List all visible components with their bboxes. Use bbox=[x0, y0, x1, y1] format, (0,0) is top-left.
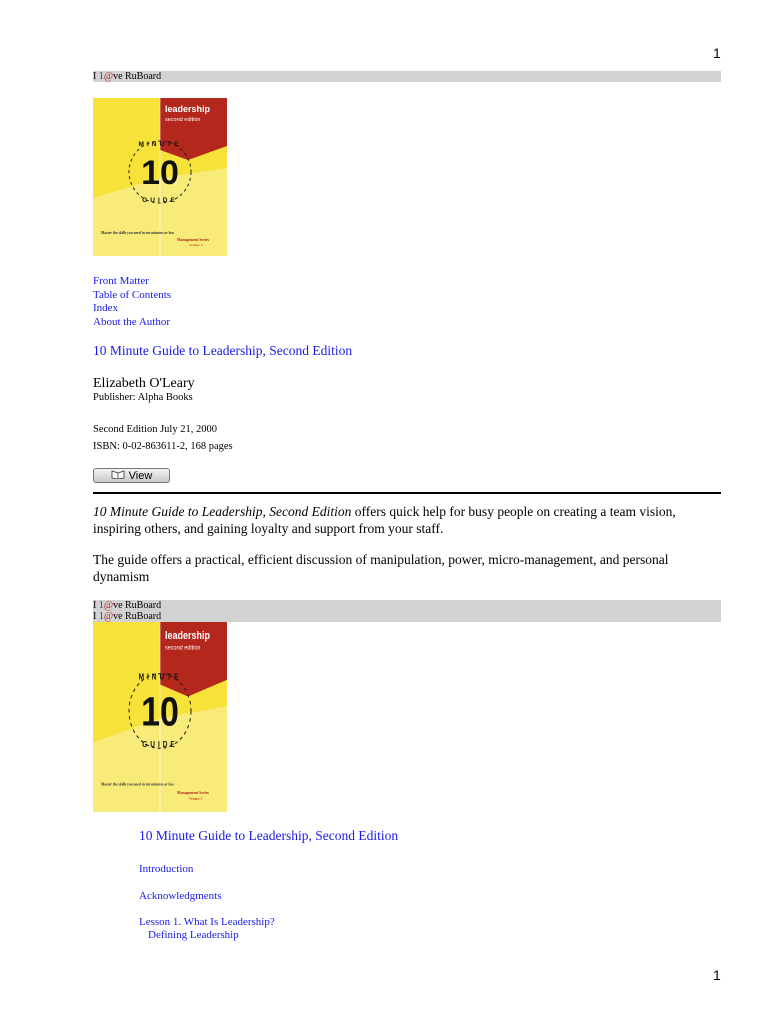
toc-item-acknowledgments[interactable]: Acknowledgments bbox=[139, 890, 222, 902]
cover-ring-bottom: GUIDE bbox=[142, 740, 178, 750]
ruboard-prefix: I bbox=[93, 611, 99, 622]
cover-volume: Volume 5 bbox=[189, 796, 203, 802]
book-cover-image-2 bbox=[93, 622, 227, 812]
section-divider bbox=[93, 492, 721, 494]
ruboard-suffix: ve RuBoard bbox=[113, 71, 162, 82]
toc-item-defining-leadership[interactable]: Defining Leadership bbox=[148, 929, 239, 941]
description-italic-title: 10 Minute Guide to Leadership, Second Edition bbox=[93, 504, 352, 519]
cover-number: 10 bbox=[141, 688, 179, 735]
ruboard-suffix: ve RuBoard bbox=[113, 611, 162, 622]
ruboard-footer-bar bbox=[93, 600, 721, 611]
cover-series: Management Series bbox=[177, 789, 209, 796]
cover-brand: leadership bbox=[165, 104, 211, 114]
cover-brand: leadership bbox=[165, 630, 210, 643]
toc-title-link[interactable]: 10 Minute Guide to Leadership, Second Edition bbox=[139, 828, 399, 843]
toc-item-lesson-1[interactable]: Lesson 1. What Is Leadership? bbox=[139, 916, 275, 928]
ruboard-header-bar bbox=[93, 71, 721, 82]
view-button-label: View bbox=[128, 469, 153, 482]
description-text: offers quick help for busy people on creating a team vision, inspiring others, and gaining loyalty and support from your staff. bbox=[93, 504, 676, 536]
toc-item-introduction[interactable]: Introduction bbox=[139, 863, 194, 875]
table-of-contents-link[interactable]: Table of Contents bbox=[93, 288, 172, 301]
cover-volume: Volume 5 bbox=[189, 243, 203, 247]
page-number-bottom: 1 bbox=[713, 967, 721, 983]
ruboard-prefix: I bbox=[93, 71, 99, 82]
page-number-top: 1 bbox=[713, 45, 721, 61]
view-button[interactable] bbox=[93, 468, 170, 483]
cover-tagline: Master the skills you need in ten minutes or less bbox=[101, 231, 175, 235]
author-name: Elizabeth O'Leary bbox=[93, 376, 195, 391]
about-author-link[interactable]: About the Author bbox=[93, 315, 170, 328]
front-matter-link[interactable]: Front Matter bbox=[93, 275, 149, 287]
description-paragraph-2: The guide offers a practical, efficient discussion of manipulation, power, micro-management, and personal dynamism bbox=[93, 552, 669, 584]
ruboard-suffix: ve RuBoard bbox=[113, 600, 162, 611]
book-cover-image bbox=[93, 98, 227, 256]
ruboard-one: 1 bbox=[98, 71, 104, 82]
cover-ring-top: MINUTE bbox=[138, 673, 182, 682]
ruboard-one: 1 bbox=[98, 600, 104, 611]
cover-ring-top: MINUTE bbox=[138, 141, 182, 148]
cover-number: 10 bbox=[141, 154, 179, 192]
isbn: ISBN: 0-02-863611-2, 168 pages bbox=[93, 441, 233, 452]
publisher: Publisher: Alpha Books bbox=[93, 392, 193, 403]
index-link[interactable]: Index bbox=[93, 302, 119, 314]
ruboard-header-bar-2 bbox=[93, 611, 721, 622]
description-paragraph-1 bbox=[93, 504, 723, 537]
book-title-link[interactable]: 10 Minute Guide to Leadership, Second Edition bbox=[93, 343, 353, 358]
ruboard-prefix: I bbox=[93, 600, 99, 611]
ruboard-at: @ bbox=[103, 71, 114, 82]
edition-date: Second Edition July 21, 2000 bbox=[93, 424, 217, 435]
ruboard-one: 1 bbox=[98, 611, 104, 622]
cover-edition: second edition bbox=[165, 117, 201, 123]
cover-ring-bottom: GUIDE bbox=[142, 197, 178, 204]
cover-tagline: Master the skills you need in ten minutes or less bbox=[101, 781, 174, 787]
ruboard-at: @ bbox=[103, 600, 114, 611]
ruboard-at: @ bbox=[103, 611, 114, 622]
front-matter-nav bbox=[93, 275, 171, 329]
cover-edition: second edition bbox=[165, 644, 201, 652]
open-book-icon bbox=[111, 469, 125, 482]
cover-series: Management Series bbox=[177, 238, 209, 242]
